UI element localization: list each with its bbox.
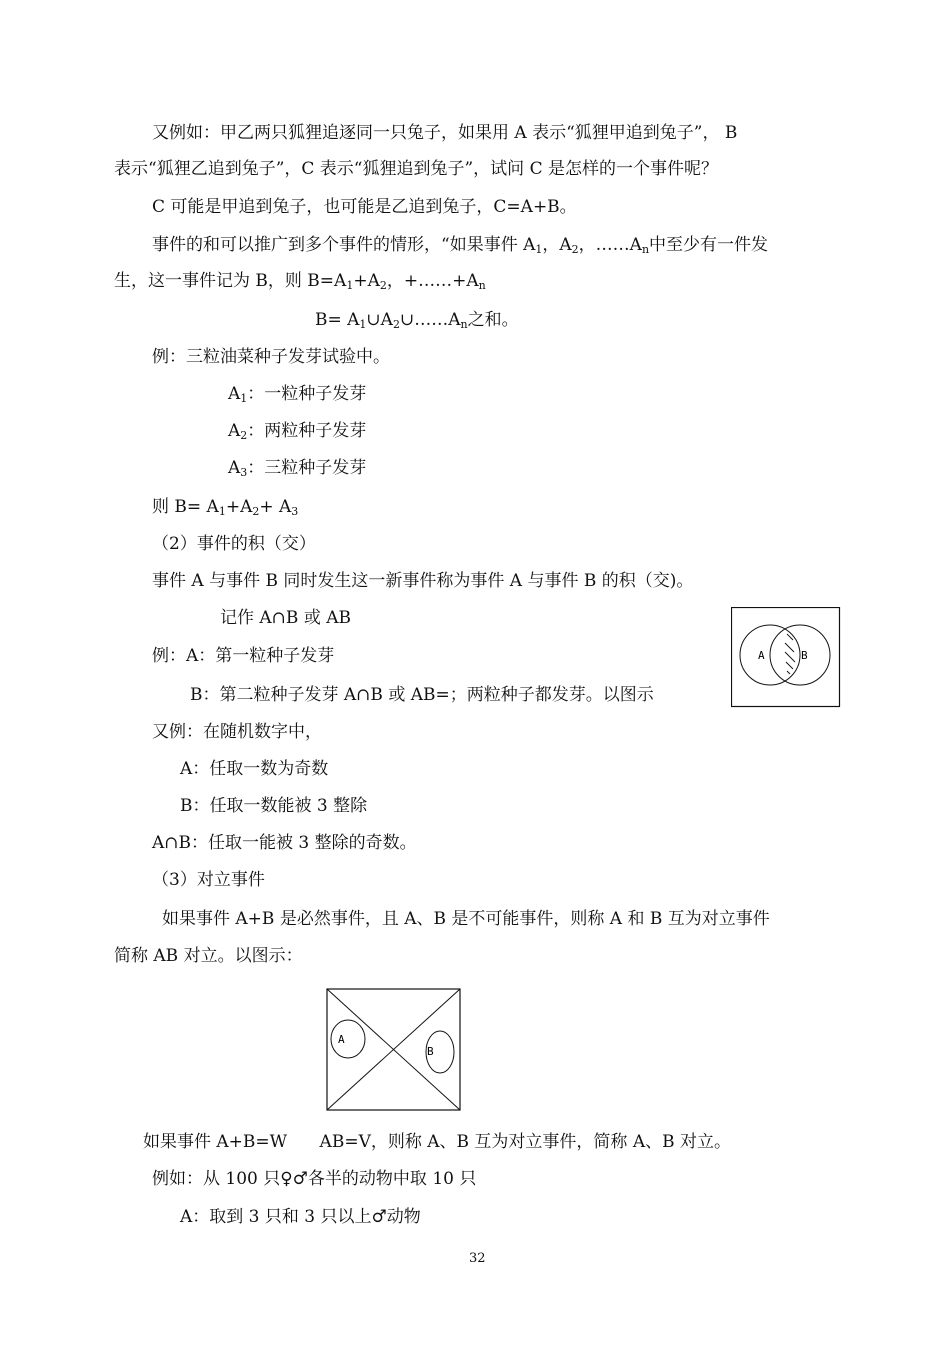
text: ：一粒种子发芽 [247, 384, 367, 404]
para-line-24: 如果事件 A+B=W AB=V，则称 A、B 互为对立事件，简称 A、B 对立。 [143, 1132, 732, 1152]
para-line-3: C 可能是甲追到兔子，也可能是乙追到兔子，C=A+B。 [152, 197, 577, 217]
page-number: 32 [469, 1251, 486, 1266]
subscript: 1 [359, 318, 367, 331]
text: + A [259, 497, 292, 517]
para-line-2: 表示“狐狸乙追到兔子”，C 表示“狐狸追到兔子”，试问 C 是怎样的一个事件呢？ [114, 159, 718, 179]
text: ，+……+A [386, 271, 479, 291]
para-line-1: 又例如：甲乙两只狐狸追逐同一只兔子，如果用 A 表示“狐狸甲追到兔子”， B [152, 123, 738, 143]
subscript: n [478, 279, 486, 292]
para-line-22: 如果事件 A+B 是必然事件，且 A、B 是不可能事件，则称 A 和 B 互为对立事件 [162, 909, 770, 929]
text: 则 B= A [152, 497, 219, 517]
para-line-25: 例如：从 100 只♀♂各半的动物中取 10 只 [152, 1169, 477, 1189]
venn-label-a: A [758, 649, 765, 662]
para-line-11 [152, 496, 298, 523]
para-line-17: 又例：在随机数字中， [152, 722, 322, 742]
list-item-a2 [228, 420, 366, 447]
para-line-14: 记作 A∩B 或 AB [220, 608, 351, 628]
list-item-a1 [228, 383, 366, 410]
subscript: 2 [379, 279, 387, 292]
text: A [228, 384, 241, 404]
para-line-4 [152, 234, 768, 261]
text: ∪……A [399, 310, 461, 330]
opp-label-b: B [427, 1045, 434, 1058]
subscript: 2 [571, 243, 579, 256]
para-line-7: 例：三粒油菜种子发芽试验中。 [152, 347, 390, 367]
text: 事件的和可以推广到多个事件的情形，“如果事件 A [152, 235, 536, 255]
text: B= A [315, 310, 360, 330]
subscript: 3 [240, 466, 248, 479]
opp-label-a: A [338, 1033, 345, 1046]
text: ：两粒种子发芽 [247, 421, 367, 441]
para-line-23: 简称 AB 对立。以图示： [114, 946, 303, 966]
subscript: 1 [218, 505, 226, 518]
text: A [228, 421, 241, 441]
venn-intersection-hatch [785, 634, 795, 674]
opposite-events-diagram [326, 988, 462, 1112]
subscript: 1 [240, 392, 248, 405]
para-line-13: 事件 A 与事件 B 同时发生这一新事件称为事件 A 与事件 B 的积（交)。 [152, 571, 694, 591]
para-line-16: B：第二粒种子发芽 A∩B 或 AB=；两粒种子都发芽。以图示 [190, 685, 654, 705]
para-line-15: 例：A：第一粒种子发芽 [152, 646, 335, 666]
para-line-19: B：任取一数能被 3 整除 [180, 796, 368, 816]
text: 中至少有一件发 [649, 235, 769, 255]
text: +A [225, 497, 253, 517]
text: ，……A [578, 235, 642, 255]
text: ∪A [366, 310, 393, 330]
text: ：三粒种子发芽 [247, 458, 367, 478]
section-heading-3: （3）对立事件 [152, 870, 265, 890]
para-line-5 [114, 270, 486, 297]
venn-intersection-diagram [731, 607, 841, 708]
formula-line [315, 309, 519, 336]
text: A [228, 458, 241, 478]
subscript: 1 [346, 279, 354, 292]
section-heading-2: （2）事件的积（交） [152, 534, 316, 554]
text: ，A [542, 235, 572, 255]
venn-label-b: B [801, 649, 808, 662]
para-line-20: A∩B：任取一能被 3 整除的奇数。 [152, 833, 417, 853]
text: +A [353, 271, 380, 291]
para-line-26: A：取到 3 只和 3 只以上♂动物 [180, 1207, 421, 1227]
text: 生，这一事件记为 B，则 B=A [114, 271, 347, 291]
para-line-18: A：任取一数为奇数 [180, 759, 329, 779]
subscript: 3 [291, 505, 299, 518]
subscript: 2 [392, 318, 400, 331]
venn-frame [732, 608, 840, 707]
subscript: 2 [240, 429, 248, 442]
subscript: 1 [535, 243, 543, 256]
subscript: 2 [252, 505, 260, 518]
opp-circle-a [331, 1020, 365, 1058]
list-item-a3 [228, 457, 366, 484]
subscript: n [641, 243, 650, 256]
text: 之和。 [467, 310, 519, 330]
subscript: n [460, 318, 468, 331]
